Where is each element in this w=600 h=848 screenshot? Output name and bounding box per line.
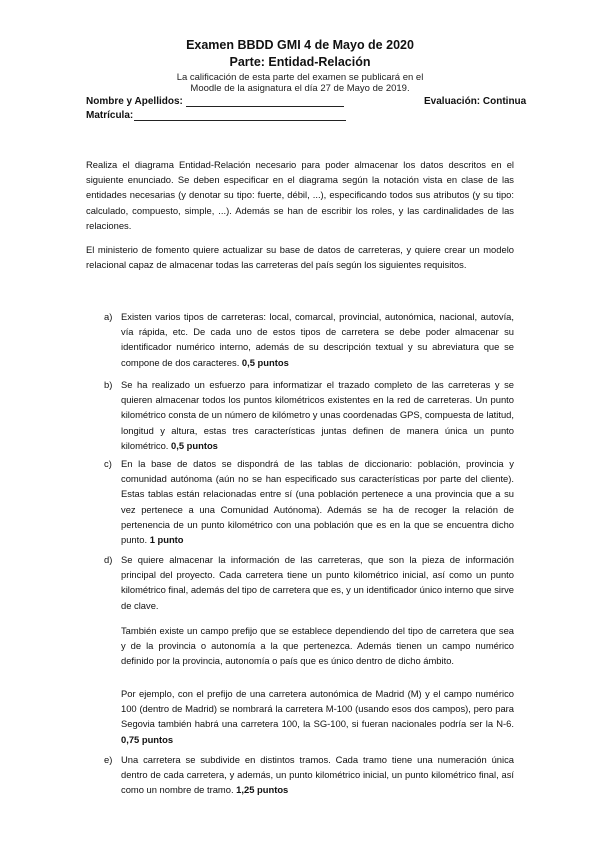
requirement-text: Se ha realizado un esfuerzo para informatizar el trazado completo de las carreteras y se quieren almacenar todos los puntos kilométricos existentes en la red de carreteras. Un punto kilométrico consta de un número de kilómetro y unas coordenadas GPS, compuesta de latitud, longitud y altura, estas tres características juntas definen de manera única un punto kilométrico. <box>121 379 514 451</box>
publication-note-line2: Moodle de la asignatura el día 27 de Mayo de 2019. <box>190 83 410 94</box>
requirement-item <box>121 456 514 547</box>
exam-part: Parte: Entidad-Relación <box>229 55 371 69</box>
requirement-text: En la base de datos se dispondrá de las tablas de diccionario: población, provincia y comunidad autónoma (aún no se han especificado sus características por parte del cliente). Estas tablas están relacionadas entre sí (una población pertenece a una provincia que a su vez pertenece a una Comunidad Autónoma). Además se ha de recoger la relación de pertenencia de un punto kilométrico con una población que es en la que se encuentra dicho punto. <box>121 458 514 546</box>
instructions-paragraph: Realiza el diagrama Entidad-Relación necesario para poder almacenar los datos descritos en el siguiente enunciado. Se deben especificar en el diagrama según la notación vista en clase de las entidades necesarias (y denotar su tipo: fuerte, débil, ...), especificando todos sus atributos (y su tipo: calculado, compuesto, simple, ...). Además se han de escribir los roles, y las cardinalidades de las relaciones. <box>86 159 514 231</box>
points-label: 0,5 puntos <box>171 439 218 451</box>
registration-blank-line <box>134 120 346 121</box>
requirement-text: Por ejemplo, con el prefijo de una carretera autonómica de Madrid (M) y el campo numérico 100 (dentro de Madrid) se nombrará la carretera M-100 (usando esos dos campos), pero para Segovia también habrá una carretera 100, la SG-100, si fueran nacionales podría ser la N-6. <box>121 688 514 730</box>
exam-title: Examen BBDD GMI 4 de Mayo de 2020 <box>186 38 414 52</box>
points-label: 0,75 puntos <box>121 733 174 745</box>
requirement-item <box>121 377 514 453</box>
name-blank-line <box>186 106 344 107</box>
item-marker: c) <box>104 458 112 469</box>
item-marker: a) <box>104 311 113 322</box>
requirement-item: Se quiere almacenar la información de las carreteras, que son la pieza de información principal del proyecto. Cada carretera tiene un punto kilométrico inicial, así como un punto kilométrico final, además del tipo de carretera que es, y un identificador único interno que sirve de clave. <box>121 554 514 611</box>
evaluation-label: Evaluación: Continua <box>424 96 527 107</box>
requirement-item-continuation: También existe un campo prefijo que se establece dependiendo del tipo de carretera que sea y de la provincia o autonomía a la que pertenezca. Además tienen un campo numérico definido por la provincia, autonomía o país que es único dentro de dicho ámbito. <box>121 625 514 667</box>
scenario-paragraph: El ministerio de fomento quiere actualizar su base de datos de carreteras, y quiere crear un modelo relacional capaz de almacenar todas las carreteras del país según los siguientes requisitos. <box>86 244 514 271</box>
publication-note-line1: La calificación de esta parte del examen se publicará en el <box>176 72 424 83</box>
points-label: 0,5 puntos <box>241 356 289 368</box>
requirement-text: Existen varios tipos de carreteras: local, comarcal, provincial, autonómica, nacional, autovía, vía rápida, etc. De cada uno de estos tipos de carretera se debe poder almacenar su identificador numérico interno, además de su descripción textual y su abreviatura que se compone de dos caracteres. <box>121 311 514 368</box>
registration-label: Matrícula: <box>86 110 134 121</box>
requirement-item <box>121 752 514 798</box>
item-marker: e) <box>104 754 113 765</box>
item-marker: b) <box>104 379 113 390</box>
requirement-item <box>121 309 514 370</box>
name-label: Nombre y Apellidos: <box>86 96 183 107</box>
requirement-text: Una carretera se subdivide en distintos tramos. Cada tramo tiene una numeración única dentro de cada carretera, y además, un punto kilométrico inicial, un punto kilométrico final, así como un nombre de tramo. <box>121 754 514 796</box>
points-label: 1,25 puntos <box>236 784 289 796</box>
points-label: 1 punto <box>149 534 184 546</box>
item-marker: d) <box>104 554 113 565</box>
requirement-item-example <box>121 686 514 747</box>
